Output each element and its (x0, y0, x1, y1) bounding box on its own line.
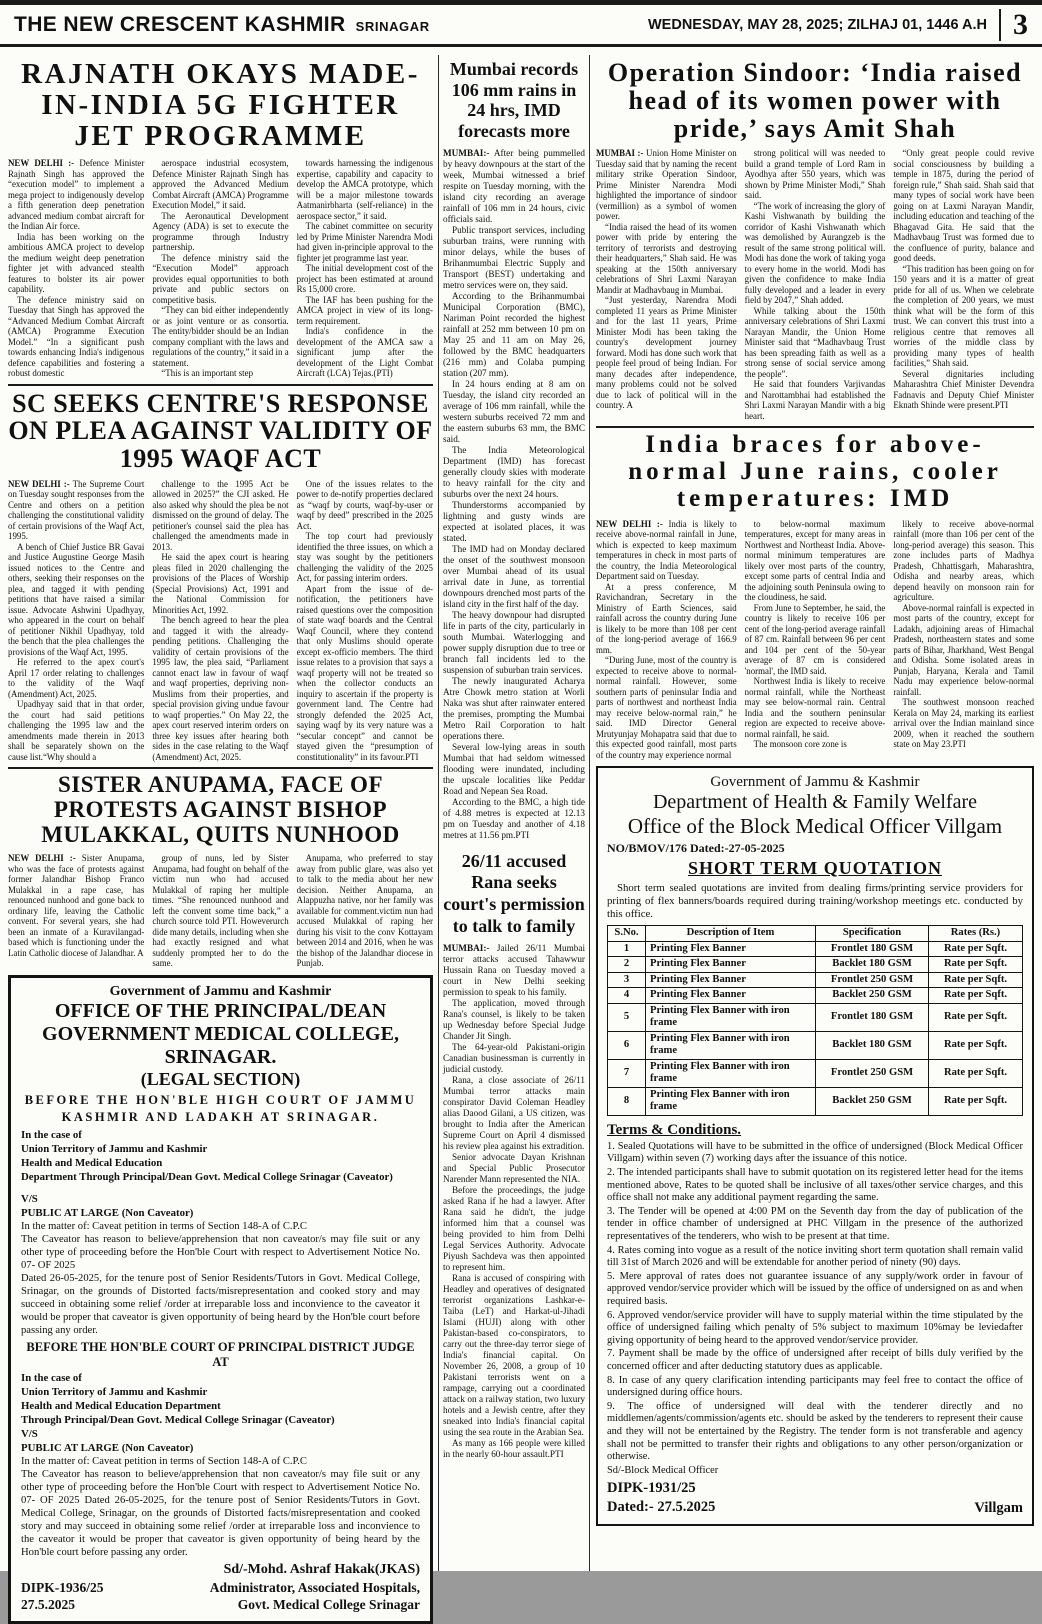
paragraph-list (152, 158, 288, 379)
left-section (0, 55, 438, 1613)
paragraph: India's confidence in the development of the AMCA saw a significant jump after the development of the Light Combat Aircraft (LCA) Tejas.(PTI) (296, 326, 433, 379)
cell-description: Printing Flex Banner with iron frame (646, 1003, 816, 1031)
signature-line: Govt. Medical College Srinagar (237, 1597, 420, 1613)
article-columns (596, 519, 1034, 761)
article-column (893, 519, 1034, 761)
article-column (8, 479, 144, 763)
article-headline: Mumbai records 106 mm rains in 24 hrs, IMD forecasts more (449, 59, 579, 142)
term-item: 3. The Tender will be opened at 4:00 PM on the Seventh day from the day of publication of the tender in office chamber of undersigned at PHC Villgam in the presence of the authorized representatives of the tenderers, who wish to be present at that time. (607, 1205, 1023, 1243)
paragraph: As many as 166 people were killed in the nearly 60-hour assault.PTI (443, 1438, 585, 1460)
paragraph: “During June, most of the country is expected to receive above to normal-normal rainfall. However, some southern parts of peninsular India and parts of northwest and northeast India may receive below-normal rain,” he said. IMD Director General Mrutyunjay Mohapatra said that due to this expected good rainfall, most parts of the country may experience normal (596, 655, 737, 760)
cell-sno: 2 (608, 957, 646, 973)
cell-sno: 5 (608, 1003, 646, 1031)
paragraph: In 24 hours ending at 8 am on Tuesday, the island city recorded an average of 106 mm rainfall, while the western suburbs received 72 mm and the eastern suburbs 63 mm, the BMC said. (443, 378, 585, 444)
paragraph: The southwest monsoon reached Kerala on May 24, marking its earliest arrival over the Indian mainland since 2009, when it reached the southern state on May 23.PTI (893, 697, 1035, 750)
lead-text: After being pummelled by heavy downpours at the start of the week, Mumbai witnessed a brief respite on Tuesday morning, with the island city recording an average rainfall of 106 mm in 24 hours, civic officials said. (443, 147, 585, 224)
paragraph-list (297, 158, 433, 379)
paragraph-list (8, 232, 144, 379)
paragraph: At a press conference, M Ravichandran, Secretary in the Ministry of Earth Sciences, said rainfall across the country during June is likely to be more than 108 per cent of the long-period average of 166.9 mm. (596, 581, 737, 655)
cell-description: Printing Flex Banner with iron frame (646, 1059, 816, 1087)
paragraph: According to the Brihanmumbai Municipal Corporation (BMC), Nariman Point recorded the highest rainfall at 252 mm between 10 pm on May 25 and 11 am on May 26, followed by the BMC headquarters (216 mm) and Colaba pumping station (207 mm). (443, 290, 585, 378)
paragraph: Apart from the issue of de-notification, the petitioners have raised questions over the composition of state waqf boards and the Central Waqf Council, where they contend that only Muslims should operate except ex-officio members. The third issue relates to a provision that says a waqf property will not be treated so when the collector conducts an inquiry to ascertain if the property is government land. The Centre had strongly defended the 2025 Act, saying waqf by its very nature was a “secular concept” and cannot be stayed given the “presumption of constitutionality” in its favour.PTI (296, 583, 433, 762)
article-column (297, 158, 433, 379)
signature-line: Sd/-Mohd. Ashraf Hakak(JKAS) (223, 1562, 420, 1578)
cell-specification: Frontlet 180 GSM (816, 941, 929, 957)
case-line: V/S (21, 1428, 38, 1441)
paragraph: Above-normal rainfall is expected in most parts of the country, except for Ladakh, adjoining areas of Himachal Pradesh, northeastern states and some parts of Bihar, Jharkhand, West Bengal and Odisha. Some isolated areas in Punjab, Haryana, Kerala and Tamil Nadu may experience below-normal rainfall. (893, 602, 1035, 697)
paragraph: The initial development cost of the project has been estimated at around Rs 15,000 crore. (296, 263, 433, 295)
cell-rate: Rate per Sqft. (929, 1087, 1023, 1115)
court-heading: BEFORE THE HON'BLE HIGH COURT OF JAMMU KASHMIR AND LADAKH AT SRINAGAR. (24, 1093, 417, 1125)
notice-body (21, 1468, 420, 1559)
table-header-row (608, 926, 1023, 942)
article-column (297, 479, 433, 763)
ref-number: DIPK-1931/25 (607, 1480, 696, 1497)
table-row (608, 957, 1023, 973)
paragraph: “Only great people could revive social consciousness by building a temple in 1875, during the period of foreign rule,” Shah said. Shah said that many types of social work have been going on at Laxmi Narayan Mandir, including education and teaching of the Bhagavad Gita. He said that the Madhavbaug Trust was formed due to the confluence of purity, balance and good deeds. (893, 148, 1035, 264)
article-column (596, 519, 737, 761)
notice-title: SHORT TERM QUOTATION (687, 858, 943, 879)
paragraph: Rana, a close associate of 26/11 Mumbai terror attacks main conspirator David Coleman Headley alias Daood Gilani, a US citizen, was brought to India after the American Supreme Court on April 4 dismissed his review plea against his extradition. (443, 1075, 585, 1152)
dateline: NEW DELHI :- (596, 518, 663, 529)
paragraph: He referred to the apex court's April 17 order relating to challenges to the validity of the Waqf (Amendment) Act, 2025. (8, 657, 145, 699)
article-lead (8, 158, 144, 232)
article-waqf (8, 390, 433, 763)
page-header (0, 5, 1042, 47)
cell-description: Printing Flex Banner (646, 957, 816, 973)
term-item: Sd/-Block Medical Officer (607, 1464, 719, 1476)
paragraph: Before the proceedings, the judge asked Rana if he had a lawyer. After Rana said he didn't, the judge informed him that a counsel was being provided to him from Delhi Legal Services Authority. Advocate Piyush Sachdeva was then appointed to represent him. (443, 1185, 585, 1273)
lead-text: Jailed 26/11 Mumbai terror attacks accused Tahawwur Hussain Rana on Tuesday moved a court in New Delhi seeking permission to speak to his family. (443, 943, 585, 998)
paragraph: “This tradition has been going on for 150 years and it is a matter of great pride for all of us. When we celebrate the completion of 200 years, we must think what will be the form of this trust. We can convert this trust into a religious centre that removes all worries of the middle class by providing many types of health facilities,” Shah said. (893, 263, 1035, 369)
cell-specification: Frontlet 250 GSM (816, 1059, 929, 1087)
middle-section (438, 55, 590, 1571)
paragraph: Rana is accused of conspiring with Headley and operatives of designated terrorist organizations Lashkar-e-Taiba (LeT) and Harkat-ul-Jihadi Islami (HUJI) along with other Pakistan-based co-conspirators, to carry out the three-day terror siege of India's financial capital. On November 26, 2008, a group of 10 Pakistani terrorists went on a rampage, carrying out a coordinated attack on a railway station, two luxury hotels and a Jewish centre, after they sneaked into India's financial capital using the sea route in the Arabian Sea. (443, 1273, 585, 1438)
paragraph: The defence ministry said on Tuesday that Singh has approved the “Advanced Medium Combat Aircraft (AMCA) Programme Execution Model.” “In a significant push towards enhancing India's indigenous defence capabilities and fostering a robust domestic (8, 294, 145, 379)
article-lead (596, 519, 737, 582)
paragraph: group of nuns, led by Sister Anupama, had fought on behalf of the victim nun who had accused Mulakkal of raping her multiple times. “She renounced nunhood and left the convent some time back,” a church source told PTI. Howeverurch dide many details, including when she had exactly resigned and what suddenly prompted her to do the same. (152, 853, 289, 969)
cell-description: Printing Flex Banner with iron frame (646, 1031, 816, 1059)
paragraph: challenge to the 1995 Act be allowed in 2025?” the CJI asked. He also asked why should the plea be not dismissed on the ground of delay. The petitioner's counsel said the plea has challenged the amendments made in 2013. (152, 478, 289, 552)
dateline: MUMBAI:- (443, 943, 490, 954)
article-column (893, 148, 1034, 421)
paragraph: The 64-year-old Pakistani-origin Canadian businessman is currently in judicial custody. (443, 1042, 585, 1075)
article-headline: 26/11 accused Rana seeks court's permission to talk to family (443, 850, 585, 936)
notice-government: Government of Jammu and Kashmir (109, 983, 332, 999)
dateline: MUMBAI:- (443, 147, 490, 158)
article-lead (8, 853, 144, 958)
gmc-caveat-notice (8, 975, 433, 1624)
article-columns (8, 853, 433, 969)
section-rule (8, 384, 433, 386)
paragraph: Senior advocate Dayan Krishnan and Special Public Prosecutor Narender Mann represented the NIA. (443, 1152, 585, 1185)
case-line: PUBLIC AT LARGE (Non Caveator) (21, 1442, 194, 1455)
article-column (8, 158, 144, 379)
paragraph: to below-normal maximum temperatures, except for many areas in Northwest and Northeast India. Above-normal minimum temperatures are likely over most parts of the country, except some parts of central India and the adjoining south Peninsula owing to the cloudiness, he said. (744, 518, 886, 603)
short-term-quotation-notice (596, 766, 1034, 1526)
cell-sno: 1 (608, 941, 646, 957)
paragraph: The IMD had on Monday declared the onset of the southwest monsoon over Mumbai ahead of its usual arrival date in June, as torrential downpours drenched most parts of the island city in the first half of the day. (443, 543, 585, 609)
dateline: NEW DELHI :- (8, 478, 70, 489)
paragraph: “The work of increasing the glory of Kashi Vishwanath by building the corridor of Kashi Vishwanath which was demolished by Aurangzeb is the result of the same strong political will. Modi has done the work of taking yoga to every home in the world. Modi has given the confidence to make India fully developed and a leader in every field by 2047,” Shah added. (744, 200, 886, 306)
paragraph: Several dignitaries including Maharashtra Chief Minister Devendra Fadnavis and Deputy Chief Minister Eknath Shinde were present.PTI (893, 368, 1035, 411)
article-rana (443, 851, 585, 1460)
paragraph: Public transport services, including suburban trains, were running with minor delays, while the buses of Brihanmumbai Electric Supply and Transport (BEST) undertaking and metro services were on, they said. (443, 224, 585, 290)
lead-text: Sister Anupama, who was the face of protests against former Jalandhar Bishop Franco Mulakkal in a rape case, has renounced nunhood and gone back to ordinary life, leaving the Catholic convent. For several years, she had been an inmate of a Kuravilangad-based which is functioning under the Latin Catholic diocese of Jalandhar. A (8, 853, 145, 958)
paragraph: The bench agreed to hear the plea and tagged it with the already-pending petitions. Challenging the validity of certain provisions of the 1995 law, the plea said, “Parliament cannot enact law in favour of waqf and waqf properties, depriving non-Muslims from their properties, and special provision giving undue favour to waqf properties.” On May 22, the apex court reserved interim orders on three key issues after hearing both sides in the case relating to the Waqf (Amendment) Act, 2025. (152, 615, 289, 762)
article-headline: SISTER ANUPAMA, FACE OF PROTESTS AGAINST BISHOP MULAKKAL, QUITS NUNHOOD (41, 772, 400, 847)
paragraph: India has been working on the ambitious AMCA project to develop the medium weight deep penetration fighter jet with advanced stealth features to bolster its air power capability. (8, 231, 145, 295)
paragraph-list (443, 225, 585, 841)
paragraph: One of the issues relates to the power to de-notify properties declared as “waqf by courts, waqf-by-user or waqf by deed” prescribed in the 2025 Act. (296, 478, 433, 531)
case-line: Through Principal/Dean Govt. Medical College Srinagar (Caveator) (21, 1414, 335, 1427)
paragraph: The Aeronautical Development Agency (ADA) is set to execute the programme through Industry partnership. (152, 210, 289, 253)
signature-place: Villgam (974, 1500, 1023, 1517)
notice-paragraph: Dated 26-05-2025, for the tenure post of Senior Residents/Tutors in Govt. Medical College, Srinagar, on the grounds of Distorted facts/misrepresentation and cooked story and may succeed in obtaining some relief /order at irreparable loss and inconvience to the caveator it would be proper that caveator is given opportunity of being heard by the Hon'ble court before passing any order. (21, 1273, 420, 1337)
article-sindoor (596, 59, 1034, 421)
paragraph: “This is an important step (161, 368, 254, 379)
matter-line: In the matter of: Caveat petition in terms of Section 148-A of C.P.C (21, 1221, 307, 1233)
dateline: MUMBAI :- (596, 148, 644, 159)
cell-rate: Rate per Sqft. (929, 941, 1023, 957)
paragraph: The defence ministry said the “Execution Model” approach provides equal opportunities to both private and public sectors on competitive basis. (152, 252, 289, 305)
cell-rate: Rate per Sqft. (929, 1059, 1023, 1087)
paragraph: The cabinet committee on security led by Prime Minister Narendra Modi had given in-principle approval to the fighter jet programme last year. (296, 221, 433, 263)
cell-description: Printing Flex Banner (646, 941, 816, 957)
notice-intro: Short term sealed quotations are invited from dealing firms/printing service providers for printing of flex banners/boards required during training/workshop meetings etc. conducted by this office. (607, 882, 1023, 921)
signature-block (974, 1500, 1023, 1517)
ref-date: 27.5.2025 (21, 1597, 75, 1613)
masthead-left (14, 13, 430, 37)
case-line: Health and Medical Education Department (21, 1400, 221, 1413)
notice-footer (607, 1479, 1023, 1517)
case-line: Health and Medical Education (21, 1157, 163, 1170)
paragraph-list (745, 148, 886, 421)
paragraph: The top court had previously identified the three issues, on which a stay was sought by the petitioners challenging the validity of the 2025 Act, for passing interim orders. (296, 531, 433, 584)
right-section (590, 55, 1042, 1571)
paragraph: A bench of Chief Justice BR Gavai and Justice Augustine George Masih issued notices to the Centre and others, seeking their responses on the plea, and tagged it with pending petitions that have raised a similar issue. Advocate Ashwini Upadhyay, who appeared in the court on behalf of petitioner Nikhil Upadhyay, told the bench that the plea challenges the provisions of the Waqf Act, 1995. (8, 541, 145, 657)
cell-sno: 8 (608, 1087, 646, 1115)
page-number: 3 (1013, 8, 1028, 41)
paragraph: strong political will was needed to build a grand temple of Lord Ram in Ayodhya after 550 years, which was shown by Prime Minister Modi,” Shah said. (744, 148, 886, 201)
paragraph: Thunderstorms accompanied by lightning and gusty winds are expected at isolated places, it was stated. (443, 499, 585, 543)
notice-department: Department of Health & Family Welfare (652, 791, 978, 814)
table-row (608, 988, 1023, 1004)
matter-line: In the matter of: Caveat petition in terms of Section 148-A of C.P.C (21, 1456, 307, 1468)
article-lead (596, 148, 737, 222)
article-lead (8, 479, 144, 542)
table-row (608, 972, 1023, 988)
lead-text: Defence Minister Rajnath Singh has approved the “execution model” to implement a mega project to indigenously develop a fifth generation deep penetration advanced medium combat aircraft for the Indian Air force. (8, 158, 145, 232)
masthead-right (648, 9, 1028, 41)
court-heading: BEFORE THE HON'BLE COURT OF PRINCIPAL DISTRICT JUDGE AT (26, 1340, 415, 1370)
terms-heading: Terms & Conditions. (607, 1121, 742, 1138)
paragraph: The application, moved through Rana's counsel, is likely to be taken up Wednesday before Special Judge Chander Jit Singh. (443, 998, 585, 1042)
article-columns (8, 158, 433, 379)
paragraph: The newly inaugurated Acharya Atre Chowk metro station at Worli Naka was shut after rainwater entered the premises, prompting the Mumbai Metro Rail Corporation to halt operations there. (443, 675, 585, 741)
notice-government: Government of Jammu & Kashmir (710, 774, 920, 791)
cell-sno: 4 (608, 988, 646, 1004)
case-lines (21, 1371, 420, 1455)
term-item: 4. Rates coming into vogue as a result of the notice inviting short term quotation shall remain valid till 31st of March 2026 and will be extendable for another period of ninety (90) days. (607, 1244, 1023, 1269)
article-column (596, 148, 737, 421)
paragraph: likely to receive above-normal rainfall (more than 106 per cent of the long-period average) this season. This zone includes parts of Madhya Pradesh, Chhattisgarh, Maharashtra, Odisha and nearby areas, which depend heavily on monsoon rain for agriculture. (893, 518, 1035, 603)
terms-list (607, 1141, 1023, 1477)
paragraph: Several low-lying areas in south Mumbai that had seldom witnessed flooding were inundated, including the upscale localities like Peddar Road and Nepean Sea Road. (443, 741, 585, 796)
table-body (608, 941, 1023, 1115)
paragraph: “Just yesterday, Narendra Modi completed 11 years as Prime Minister and for the last 11 years, Prime Minister Modi has been taking the country's development journey forward. Modi has done such work that people feel proud of being Indian. For many decades after independence, many problems could not be solved due to lack of political will in the country. A (596, 295, 737, 411)
signature-block (210, 1579, 420, 1613)
paragraph-list (596, 582, 737, 761)
versus-label: V/S (21, 1193, 38, 1206)
article-columns (8, 479, 433, 763)
article-columns (596, 148, 1034, 421)
term-item: 7. Payment shall be made by the office of undersigned after receipt of bills duly verified by the concerned officer and after deducting statutory dues as applicable. (607, 1348, 1023, 1372)
article-headline: Operation Sindoor: ‘India raised head of its women power with pride,’ says Amit Shah (607, 58, 1023, 143)
paragraph: He said that founders Varjivandas and Narottambhai had established the Shri Laxmi Narayan Mandir with a big heart. (744, 379, 886, 421)
article-mumbai-rains (443, 59, 585, 841)
article-column (152, 853, 288, 969)
page-body (0, 55, 1042, 1613)
table-row (608, 1003, 1023, 1031)
table-header (608, 926, 1023, 942)
case-line: Department Through Principal/Dean Govt. Medical College Srinagar (Caveator) (21, 1171, 393, 1184)
notice-office-title: GOVERNMENT MEDICAL COLLEGE, SRINAGAR. (42, 1022, 399, 1068)
paragraph: “India raised the head of its women power with pride by entering the territory of terrorists and destroying their headquarters,” Shah said. He was speaking at the 150th anniversary celebrations of Shri Laxmi Narayan Mandir at Madhavbaug in Mumbai. (596, 221, 737, 295)
paragraph-list (745, 519, 886, 750)
notice-section-title: (LEGAL SECTION) (140, 1068, 301, 1089)
notice-reference: NO/BMOV/176 Dated:-27-05-2025 (607, 841, 785, 856)
term-item: 8. In case of any query clarification intending participants may feel free to contact the office of undersigned during office hours. (607, 1374, 1023, 1399)
paragraph: “They can bid either independently or as joint venture or as consortia. The entity/bidder should be an Indian company compliant with the laws and regulations of the country,” it said in a statement. (152, 305, 289, 368)
notice-reference (21, 1579, 104, 1613)
lead-text: Union Home Minister on Tuesday said that by naming the recent military strike Operation Sindoor, Prime Minister Narendra Modi highlighted the importance of sindoor (vermillion) as a symbol of women power. (596, 148, 737, 222)
signature-line: Administrator, Associated Hospitals, (209, 1580, 420, 1596)
cell-specification: Backlet 180 GSM (816, 957, 929, 973)
paragraph-list (443, 998, 585, 1460)
paragraph: Anupama, who preferred to stay away from public glare, was also yet to talk to the media about her new decision. Neither Anupama, an Alappuzha native, nor her family was available for comment.victim nun had accused Mulakkal of raping her during his visit to the conv Kottayam between 2014 and 2016, when he was the bishop of the Jalandhar diocese in Punjab. (296, 853, 433, 969)
paragraph: Northwest India is likely to receive normal rainfall, while the Northeast may see below-normal rain. Central India and the southern peninsular region are expected to receive above-normal rainfall, he said. (744, 676, 886, 739)
cell-rate: Rate per Sqft. (929, 957, 1023, 973)
paragraph-list (152, 479, 288, 763)
cell-specification: Frontlet 250 GSM (816, 972, 929, 988)
paragraph: While talking about the 150th anniversary celebrations of Shri Laxmi Narayan Mandir, the Union Home Minister said that “Madhavbaug Trust has been spreading faith as well as a strong sense of social service among the people”. (744, 305, 886, 379)
respondent-line: PUBLIC AT LARGE (Non Caveator) (21, 1207, 194, 1220)
article-headline: SC SEEKS CENTRE'S RESPONSE ON PLEA AGAINST VALIDITY OF 1995 WAQF ACT (8, 388, 433, 474)
article-lead (443, 943, 585, 998)
article-column (297, 853, 433, 969)
cell-description: Printing Flex Banner (646, 972, 816, 988)
cell-sno: 7 (608, 1059, 646, 1087)
cell-rate: Rate per Sqft. (929, 1031, 1023, 1059)
article-anupama (8, 773, 433, 968)
notice-office: Office of the Block Medical Officer Villgam (627, 814, 1003, 839)
term-item: 5. Mere approval of rates does not guarantee issuance of any supply/work order in favour of approved vendor/service provider which will be issued by the office of undersigned on as and when required basis. (607, 1270, 1023, 1307)
section-rule (8, 767, 433, 769)
paragraph-list (152, 853, 288, 969)
paragraph: According to the BMC, a high tide of 4.88 metres is expected at 12.13 pm on Tuesday and another of 4.18 metres at 11.56 pm.PTI (443, 796, 585, 840)
notice-paragraph: The Caveator has reason to believe/apprehension that non caveator/s may file suit or any other type of proceeding before the Hon'ble Court with respect to Advertisement Notice No. 07- OF 2025 (21, 1234, 420, 1272)
notice-reference (607, 1479, 715, 1517)
article-column (152, 158, 288, 379)
cell-specification: Backlet 180 GSM (816, 1031, 929, 1059)
table-row (608, 1031, 1023, 1059)
article-imd-june (596, 432, 1034, 760)
ref-number: DIPK-1936/25 (21, 1580, 104, 1596)
article-lead (443, 148, 585, 225)
article-rajnath (8, 59, 433, 379)
dateline: NEW DELHI :- (8, 158, 75, 169)
newspaper-title: THE NEW CRESCENT KASHMIR (14, 13, 346, 36)
table-row (608, 941, 1023, 957)
dateline: NEW DELHI :- (8, 853, 76, 864)
article-headline: India braces for above-normal June rains, cooler temperatures: IMD (628, 431, 1002, 512)
term-item: 6. Approved vendor/service provider will have to supply material within the time stipulated by the office of undersigned failing which penalty of 5% subject to maximum 10%may be leviedafter giving opportunity of being heard to the approved vendor/service provider. (607, 1309, 1023, 1346)
column-header: S.No. (608, 926, 646, 942)
case-line: Union Territory of Jammu and Kashmir (21, 1143, 208, 1156)
cell-rate: Rate per Sqft. (929, 972, 1023, 988)
paragraph: aerospace industrial ecosystem, Defence Minister Rajnath Singh has approved the Advanced Medium Combat Aircraft (AMCA) Programme Execution Model,” it said. (152, 158, 289, 211)
column-header: Description of Item (646, 926, 816, 942)
term-item: 9. The office of undersigned will deal with the tenderer directly and no middlemen/agents/commission/agents etc. should be asked by the tenderers to represent their cause and they will not be entertained by the Registry. The tender form is not transferable and agency shall not be permitted to transfer their rights and obligations to any other person/organization or otherwise. (607, 1400, 1023, 1463)
article-column (152, 479, 288, 763)
term-item: 2. The intended participants shall have to submit quotation on its registered letter head for the items mentioned above, Rates to be quoted shall be inclusive of all taxes/other service charges, and this office shall not make any additional payment regarding the same. (607, 1167, 1023, 1204)
paragraph-list (297, 479, 433, 763)
edition-date: WEDNESDAY, MAY 28, 2025; ZILHAJ 01, 1446 A.H (647, 17, 987, 33)
paragraph-list (297, 853, 433, 969)
cell-rate: Rate per Sqft. (929, 1003, 1023, 1031)
notice-footer (21, 1579, 420, 1613)
article-column (8, 853, 144, 969)
table-row (608, 1059, 1023, 1087)
newspaper-city: SRINAGAR (355, 19, 430, 34)
cell-description: Printing Flex Banner (646, 988, 816, 1004)
paragraph: Upadhyay said that in that order, the court had said petitions challenging the 1995 law and the amendments made therein in 2013 shall be separately shown on the cause list.“Why should a (8, 699, 145, 762)
notice-body (21, 1233, 420, 1337)
lead-text: India is likely to receive above-normal rainfall in June, which is expected to keep maximum temperatures in check in most parts of the country, the India Meteorological Department said on Tuesday. (596, 518, 737, 582)
lead-text: The Supreme Court on Tuesday sought responses from the Centre and others on a petition challenging the constitutional validity of certain provisions of the Waqf Act, 1995. (8, 478, 145, 542)
case-line: In the case of (21, 1372, 82, 1385)
cell-sno: 6 (608, 1031, 646, 1059)
cell-description: Printing Flex Banner with iron frame (646, 1087, 816, 1115)
paragraph: The IAF has been pushing for the AMCA project in view of its long-term requirement. (296, 294, 433, 326)
paragraph: He said the apex court is hearing pleas filed in 2020 challenging the provisions of the Places of Worship (Special Provisions) Act, 1991 and the National Commission for Minorities Act, 1992. (152, 552, 289, 615)
paragraph-list (893, 148, 1034, 411)
paragraph: towards harnessing the indigenous expertise, capability and capacity to develop the AMCA prototype, which will be a major milestone towards Aatmanirbharta (self-reliance) in the aerospace sector,” it said. (296, 158, 433, 221)
article-column (745, 519, 886, 761)
term-item: 1. Sealed Quotations will have to be submitted in the office of undersigned (Block Medical Officer Villgam) within seven (7) working days after the issuance of this notice. (607, 1140, 1023, 1165)
paragraph-list (596, 222, 737, 411)
column-header: Rates (Rs.) (929, 926, 1023, 942)
cell-rate: Rate per Sqft. (929, 988, 1023, 1004)
paragraph-list (8, 542, 144, 763)
ref-date: Dated:- 27.5.2025 (607, 1499, 716, 1516)
notice-office-title: OFFICE OF THE PRINCIPAL/DEAN (54, 999, 387, 1022)
article-column (745, 148, 886, 421)
paragraph: From June to September, he said, the country is likely to receive 106 per cent of the long-period average rainfall of 87 cm. Rainfall between 96 per cent and 104 per cent of the 50-year average of 87 cm is considered 'normal', the IMD said. (744, 602, 886, 676)
cell-specification: Frontlet 180 GSM (816, 1003, 929, 1031)
case-line: Union Territory of Jammu and Kashmir (21, 1386, 208, 1399)
article-headline: RAJNATH OKAYS MADE-IN-INDIA 5G FIGHTER JET PROGRAMME (21, 58, 420, 153)
paragraph: The heavy downpour had disrupted life in parts of the city, particularly in south Mumbai. Waterlogging and power supply disruption due to tree or branch fall incidents led to the suspension of suburban train services. (443, 609, 585, 675)
cell-specification: Backlet 250 GSM (816, 988, 929, 1004)
table-row (608, 1087, 1023, 1115)
cell-sno: 3 (608, 972, 646, 988)
paragraph: The India Meteorological Department (IMD) has forecast generally cloudy skies with moderate to heavy rainfall for the city and suburbs over the next 24 hours. (443, 444, 585, 499)
divider (999, 9, 1001, 41)
paragraph-list (893, 519, 1034, 750)
quotation-table (607, 925, 1023, 1116)
column-header: Specification (816, 926, 929, 942)
paragraph: The monsoon core zone is (753, 739, 847, 750)
case-line: In the case of (21, 1129, 82, 1142)
case-lines (21, 1128, 420, 1184)
section-rule (596, 426, 1034, 428)
notice-paragraph: The Caveator has reason to believe/apprehension that non caveator/s may file suit or any other type of proceeding before the Hon'ble Court with respect to Advertisement Notice No. 07- OF 2025 Dated 26-05-2025, for the tenure post of Senior Residents/Tutors in Govt. Medical College, Srinagar, on the grounds of Distorted facts/misrepresentation and cooked story and may succeed in obtaining some relief /order at irreparable loss and inconvience to the caveator it would be proper that caveator is given opportunity of being heard by the Hon'ble court before passing any order. (21, 1469, 420, 1559)
cell-specification: Backlet 250 GSM (816, 1087, 929, 1115)
